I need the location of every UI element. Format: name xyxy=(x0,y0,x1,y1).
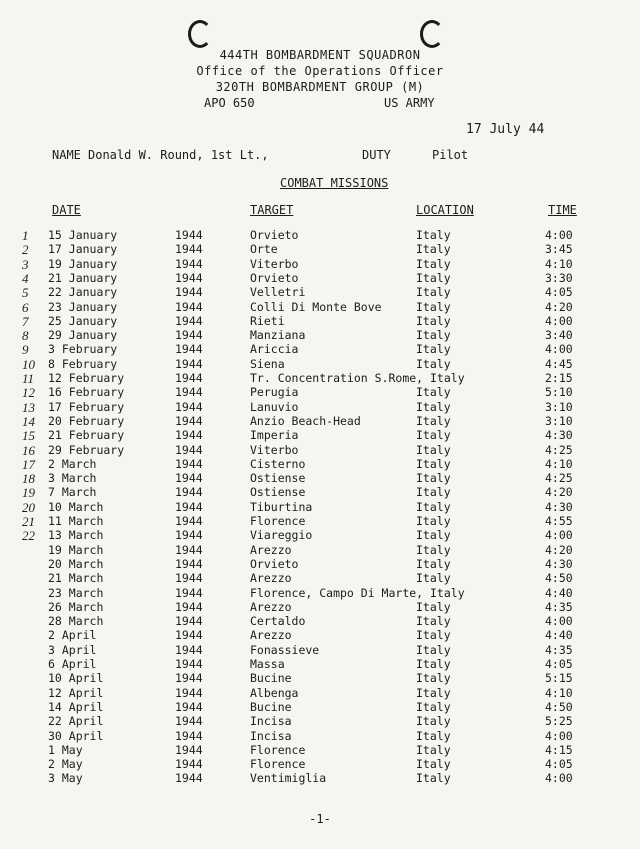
mission-year: 1944 xyxy=(175,299,203,314)
table-row xyxy=(0,557,640,571)
duty-value: Pilot xyxy=(432,148,469,162)
table-row xyxy=(0,471,640,485)
mission-time: 4:10 xyxy=(545,256,573,271)
table-row xyxy=(0,428,640,442)
mission-date: 23 March xyxy=(48,585,104,600)
table-row xyxy=(0,643,640,657)
mission-location: Italy xyxy=(416,428,451,443)
mission-target: Orvieto xyxy=(250,228,299,242)
mission-time: 5:25 xyxy=(545,714,573,729)
column-header-date: DATE xyxy=(52,203,81,217)
mission-location: Italy xyxy=(416,642,451,657)
mission-year: 1944 xyxy=(175,285,203,300)
mission-year: 1944 xyxy=(175,256,203,271)
mission-target: Incisa xyxy=(250,728,292,743)
table-row xyxy=(0,571,640,585)
mission-number: 5 xyxy=(22,285,29,301)
mission-number: 16 xyxy=(22,442,35,458)
mission-time: 3:40 xyxy=(545,328,573,343)
table-row xyxy=(0,257,640,271)
table-row xyxy=(0,443,640,457)
mission-number: 17 xyxy=(22,456,35,472)
mission-target: Siena xyxy=(250,356,285,371)
mission-time: 4:05 xyxy=(545,285,573,300)
mission-time: 3:45 xyxy=(545,242,573,257)
person-name: Donald W. Round, 1st Lt., xyxy=(88,148,269,162)
mission-location: Italy xyxy=(416,657,451,671)
mission-target: Florence, Campo Di Marte, Italy xyxy=(250,585,465,600)
mission-date: 19 January xyxy=(48,256,118,271)
mission-time: 4:20 xyxy=(545,299,573,314)
mission-time: 4:35 xyxy=(545,599,573,614)
mission-time: 4:25 xyxy=(545,471,573,486)
table-row xyxy=(0,285,640,299)
mission-date: 21 March xyxy=(48,571,104,586)
mission-year: 1944 xyxy=(175,599,203,614)
column-header-time: TIME xyxy=(548,203,577,217)
mission-number: 11 xyxy=(22,371,35,386)
mission-target: Arezzo xyxy=(250,542,292,557)
column-header-location: LOCATION xyxy=(416,203,474,217)
mission-date: 14 April xyxy=(48,699,104,714)
mission-location: Italy xyxy=(416,299,451,314)
mission-date: 1 May xyxy=(48,742,83,757)
mission-target: Imperia xyxy=(250,428,299,443)
mission-target: Manziana xyxy=(250,328,306,343)
table-row xyxy=(0,242,640,256)
mission-time: 2:15 xyxy=(545,371,573,385)
mission-date: 10 March xyxy=(48,499,104,514)
mission-year: 1944 xyxy=(175,499,203,514)
mission-year: 1944 xyxy=(175,757,203,772)
mission-location: Italy xyxy=(416,542,451,557)
mission-time: 4:00 xyxy=(545,614,573,629)
mission-location: Italy xyxy=(416,342,451,357)
mission-time: 5:10 xyxy=(545,385,573,400)
mission-year: 1944 xyxy=(175,685,203,700)
table-row xyxy=(0,457,640,471)
mission-year: 1944 xyxy=(175,242,203,257)
mission-target: Arezzo xyxy=(250,628,292,643)
mission-number: 20 xyxy=(22,499,35,515)
mission-target: Tr. Concentration S.Rome, Italy xyxy=(250,371,465,385)
table-row xyxy=(0,528,640,542)
mission-number: 19 xyxy=(22,485,35,501)
section-title: COMBAT MISSIONS xyxy=(280,176,389,190)
mission-location: Italy xyxy=(416,228,451,242)
mission-target: Perugia xyxy=(250,385,299,400)
mission-date: 29 January xyxy=(48,328,118,343)
mission-time: 4:00 xyxy=(545,313,573,328)
mission-time: 4:00 xyxy=(545,342,573,357)
mission-year: 1944 xyxy=(175,428,203,443)
table-row xyxy=(0,600,640,614)
table-row xyxy=(0,586,640,600)
mission-year: 1944 xyxy=(175,228,203,242)
mission-location: Italy xyxy=(416,614,451,629)
mission-year: 1944 xyxy=(175,442,203,457)
mission-location: Italy xyxy=(416,514,451,528)
mission-number: 8 xyxy=(22,328,29,344)
mission-time: 4:50 xyxy=(545,699,573,714)
mission-date: 15 January xyxy=(48,228,118,242)
mission-location: Italy xyxy=(416,671,451,686)
mission-number: 12 xyxy=(22,385,35,401)
mission-location: Italy xyxy=(416,628,451,643)
table-row xyxy=(0,385,640,399)
mission-time: 4:10 xyxy=(545,685,573,700)
mission-date: 21 January xyxy=(48,270,118,285)
mission-target: Certaldo xyxy=(250,614,306,629)
mission-year: 1944 xyxy=(175,356,203,371)
mission-target: Bucine xyxy=(250,671,292,686)
mission-target: Anzio Beach-Head xyxy=(250,413,361,428)
mission-location: Italy xyxy=(416,328,451,343)
mission-location: Italy xyxy=(416,456,451,471)
mission-date: 20 March xyxy=(48,556,104,571)
mission-location: Italy xyxy=(416,571,451,586)
mission-date: 12 April xyxy=(48,685,104,700)
mission-date: 28 March xyxy=(48,614,104,629)
mission-location: Italy xyxy=(416,728,451,743)
mission-year: 1944 xyxy=(175,485,203,500)
mission-time: 3:10 xyxy=(545,413,573,428)
mission-target: Orte xyxy=(250,242,278,257)
duty-label: DUTY xyxy=(362,148,391,162)
mission-location: Italy xyxy=(416,256,451,271)
mission-date: 12 February xyxy=(48,371,125,385)
table-row xyxy=(0,328,640,342)
mission-time: 4:55 xyxy=(545,514,573,528)
mission-target: Viareggio xyxy=(250,528,313,543)
mission-target: Colli Di Monte Bove xyxy=(250,299,382,314)
mission-year: 1944 xyxy=(175,556,203,571)
table-row xyxy=(0,414,640,428)
mission-time: 4:20 xyxy=(545,485,573,500)
table-row xyxy=(0,485,640,499)
binder-hole-right-icon xyxy=(420,20,444,48)
mission-location: Italy xyxy=(416,356,451,371)
mission-location: Italy xyxy=(416,285,451,300)
table-row xyxy=(0,686,640,700)
mission-date: 29 February xyxy=(48,442,125,457)
mission-number: 15 xyxy=(22,428,35,444)
mission-time: 3:30 xyxy=(545,270,573,285)
table-row xyxy=(0,300,640,314)
mission-number: 10 xyxy=(22,356,35,372)
mission-date: 2 April xyxy=(48,628,97,643)
mission-time: 4:20 xyxy=(545,542,573,557)
table-row xyxy=(0,271,640,285)
table-row xyxy=(0,714,640,728)
column-header-target: TARGET xyxy=(250,203,294,217)
mission-time: 4:45 xyxy=(545,356,573,371)
mission-location: Italy xyxy=(416,742,451,757)
mission-year: 1944 xyxy=(175,671,203,686)
page-number: -1- xyxy=(309,812,331,826)
mission-date: 25 January xyxy=(48,313,118,328)
mission-year: 1944 xyxy=(175,614,203,629)
mission-date: 8 February xyxy=(48,356,118,371)
mission-number: 13 xyxy=(22,399,35,415)
table-row xyxy=(0,500,640,514)
table-row xyxy=(0,400,640,414)
table-row xyxy=(0,729,640,743)
mission-location: Italy xyxy=(416,699,451,714)
mission-time: 4:05 xyxy=(545,757,573,772)
mission-target: Incisa xyxy=(250,714,292,729)
mission-location: Italy xyxy=(416,270,451,285)
mission-target: Viterbo xyxy=(250,442,299,457)
mission-year: 1944 xyxy=(175,342,203,357)
mission-target: Velletri xyxy=(250,285,306,300)
table-row xyxy=(0,628,640,642)
table-row xyxy=(0,514,640,528)
table-row xyxy=(0,700,640,714)
mission-target: Florence xyxy=(250,514,306,528)
mission-time: 4:00 xyxy=(545,228,573,242)
mission-time: 4:05 xyxy=(545,657,573,671)
mission-year: 1944 xyxy=(175,514,203,528)
office-heading: Office of the Operations Officer xyxy=(196,64,444,78)
mission-number: 1 xyxy=(22,228,29,243)
mission-year: 1944 xyxy=(175,714,203,729)
mission-date: 3 May xyxy=(48,771,83,786)
mission-date: 2 March xyxy=(48,456,97,471)
mission-date: 17 January xyxy=(48,242,118,257)
mission-target: Massa xyxy=(250,657,285,671)
group-heading: 320TH BOMBARDMENT GROUP (M) xyxy=(215,80,425,94)
mission-location: Italy xyxy=(416,313,451,328)
mission-target: Albenga xyxy=(250,685,299,700)
table-row xyxy=(0,757,640,771)
apo-label: APO 650 xyxy=(204,96,255,110)
mission-date: 3 March xyxy=(48,471,97,486)
mission-target: Rieti xyxy=(250,313,285,328)
table-row xyxy=(0,743,640,757)
mission-target: Orvieto xyxy=(250,270,299,285)
mission-year: 1944 xyxy=(175,456,203,471)
mission-time: 4:40 xyxy=(545,628,573,643)
mission-year: 1944 xyxy=(175,313,203,328)
table-row xyxy=(0,771,640,785)
mission-year: 1944 xyxy=(175,413,203,428)
document-date: 17 July 44 xyxy=(466,122,545,137)
mission-location: Italy xyxy=(416,442,451,457)
mission-number: 14 xyxy=(22,413,35,429)
squadron-heading: 444TH BOMBARDMENT SQUADRON xyxy=(219,48,421,62)
mission-date: 10 April xyxy=(48,671,104,686)
mission-location: Italy xyxy=(416,757,451,772)
mission-number: 3 xyxy=(22,256,29,272)
mission-number: 22 xyxy=(22,528,35,544)
mission-time: 5:15 xyxy=(545,671,573,686)
mission-location: Italy xyxy=(416,771,451,786)
mission-location: Italy xyxy=(416,485,451,500)
mission-target: Fonassieve xyxy=(250,642,320,657)
mission-date: 21 February xyxy=(48,428,125,443)
mission-target: Viterbo xyxy=(250,256,299,271)
mission-year: 1944 xyxy=(175,628,203,643)
mission-number: 21 xyxy=(22,514,35,529)
mission-time: 3:10 xyxy=(545,399,573,414)
mission-location: Italy xyxy=(416,714,451,729)
mission-time: 4:00 xyxy=(545,771,573,786)
table-row xyxy=(0,371,640,385)
mission-location: Italy xyxy=(416,499,451,514)
mission-time: 4:50 xyxy=(545,571,573,586)
table-row xyxy=(0,614,640,628)
mission-location: Italy xyxy=(416,471,451,486)
mission-target: Ostiense xyxy=(250,471,306,486)
mission-date: 20 February xyxy=(48,413,125,428)
army-label: US ARMY xyxy=(384,96,435,110)
mission-location: Italy xyxy=(416,385,451,400)
mission-year: 1944 xyxy=(175,657,203,671)
mission-number: 6 xyxy=(22,299,29,315)
mission-date: 11 March xyxy=(48,514,104,528)
mission-target: Florence xyxy=(250,757,306,772)
mission-year: 1944 xyxy=(175,542,203,557)
mission-target: Ventimiglia xyxy=(250,771,327,786)
mission-location: Italy xyxy=(416,413,451,428)
table-row xyxy=(0,671,640,685)
mission-year: 1944 xyxy=(175,371,203,385)
mission-date: 13 March xyxy=(48,528,104,543)
mission-target: Ariccia xyxy=(250,342,299,357)
mission-target: Orvieto xyxy=(250,556,299,571)
mission-year: 1944 xyxy=(175,742,203,757)
mission-date: 6 April xyxy=(48,657,97,671)
mission-date: 23 January xyxy=(48,299,118,314)
mission-target: Bucine xyxy=(250,699,292,714)
mission-year: 1944 xyxy=(175,399,203,414)
mission-time: 4:40 xyxy=(545,585,573,600)
mission-date: 19 March xyxy=(48,542,104,557)
mission-time: 4:00 xyxy=(545,728,573,743)
table-row xyxy=(0,357,640,371)
table-row xyxy=(0,342,640,356)
mission-number: 9 xyxy=(22,342,29,358)
mission-date: 26 March xyxy=(48,599,104,614)
mission-year: 1944 xyxy=(175,270,203,285)
mission-year: 1944 xyxy=(175,571,203,586)
table-row xyxy=(0,657,640,671)
mission-location: Italy xyxy=(416,556,451,571)
mission-location: Italy xyxy=(416,528,451,543)
mission-target: Cisterno xyxy=(250,456,306,471)
mission-target: Lanuvio xyxy=(250,399,299,414)
mission-time: 4:00 xyxy=(545,528,573,543)
binder-hole-left-icon xyxy=(188,20,212,48)
table-row xyxy=(0,543,640,557)
mission-year: 1944 xyxy=(175,385,203,400)
mission-year: 1944 xyxy=(175,528,203,543)
mission-target: Florence xyxy=(250,742,306,757)
mission-year: 1944 xyxy=(175,585,203,600)
mission-year: 1944 xyxy=(175,771,203,786)
mission-location: Italy xyxy=(416,242,451,257)
mission-date: 7 March xyxy=(48,485,97,500)
mission-date: 3 February xyxy=(48,342,118,357)
mission-date: 17 February xyxy=(48,399,125,414)
mission-time: 4:25 xyxy=(545,442,573,457)
mission-number: 7 xyxy=(22,313,29,329)
mission-target: Arezzo xyxy=(250,599,292,614)
mission-time: 4:30 xyxy=(545,499,573,514)
mission-year: 1944 xyxy=(175,471,203,486)
mission-location: Italy xyxy=(416,599,451,614)
mission-target: Arezzo xyxy=(250,571,292,586)
mission-location: Italy xyxy=(416,399,451,414)
mission-number: 18 xyxy=(22,471,35,487)
mission-time: 4:15 xyxy=(545,742,573,757)
mission-time: 4:10 xyxy=(545,456,573,471)
mission-target: Tiburtina xyxy=(250,499,313,514)
mission-number: 2 xyxy=(22,242,29,258)
table-row xyxy=(0,228,640,242)
mission-number: 4 xyxy=(22,270,29,286)
mission-date: 30 April xyxy=(48,728,104,743)
mission-time: 4:30 xyxy=(545,428,573,443)
mission-date: 3 April xyxy=(48,642,97,657)
table-row xyxy=(0,314,640,328)
mission-date: 22 April xyxy=(48,714,104,729)
name-label: NAME xyxy=(52,148,81,162)
mission-date: 16 February xyxy=(48,385,125,400)
mission-year: 1944 xyxy=(175,328,203,343)
mission-date: 2 May xyxy=(48,757,83,772)
mission-year: 1944 xyxy=(175,728,203,743)
mission-target: Ostiense xyxy=(250,485,306,500)
mission-time: 4:35 xyxy=(545,642,573,657)
mission-year: 1944 xyxy=(175,642,203,657)
mission-date: 22 January xyxy=(48,285,118,300)
mission-year: 1944 xyxy=(175,699,203,714)
mission-location: Italy xyxy=(416,685,451,700)
mission-time: 4:30 xyxy=(545,556,573,571)
